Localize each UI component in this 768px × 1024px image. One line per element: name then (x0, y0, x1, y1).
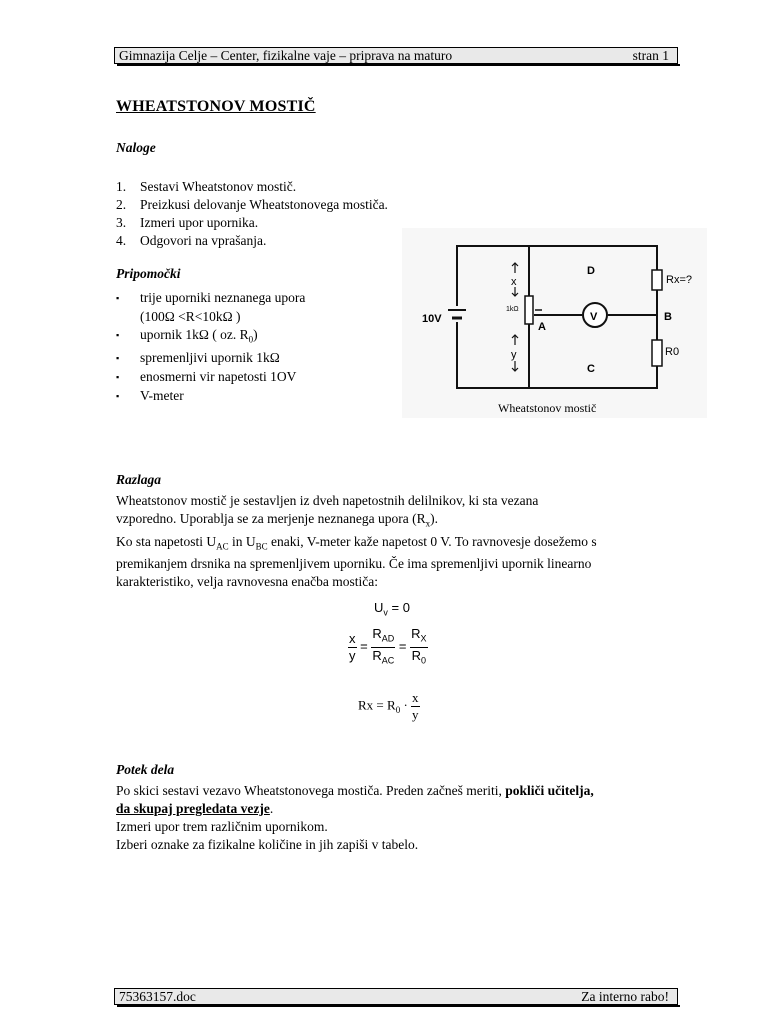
resistor-r0 (652, 340, 662, 366)
list-item: ▪ enosmerni vir napetosti 1OV (116, 369, 297, 385)
list-item: 1. Sestavi Wheatstonov mostič. (116, 179, 297, 194)
equation-rx: $Rx = R_0$ · $\frac{x}{y}$ (358, 690, 419, 722)
page-footer (114, 988, 678, 1005)
list-item: 2. Preizkusi delovanje Wheatstonovega mostiča. (116, 197, 388, 212)
footer-filename: 75363157.doc (119, 988, 196, 1004)
list-item: ▪ spremenljivi upornik 1kΩ (116, 350, 280, 366)
rx-label: Rx=? (666, 274, 692, 286)
header-page-number: stran 1 (632, 47, 669, 63)
razlaga-heading: Razlaga (116, 472, 162, 487)
equation-ratio: $\frac{x}{y}$ = $\frac{R_{AD}}{R_{AC}}$ = $\frac{R_X}{R_0}$ (349, 626, 427, 666)
wheatstone-bridge-diagram (402, 228, 707, 418)
potentiometer-label: 1kΩ (506, 306, 519, 313)
list-item: 3. Izmeri upor upornika. (116, 215, 259, 230)
node-a: A (538, 321, 546, 333)
r0-label: R0 (665, 346, 680, 358)
razlaga-paragraph: Wheatstonov mostič je sestavljen iz dveh napetostnih delilnikov, ki sta vezana vzporedno. Uporablja se za merjenje neznanega upora $(R_x)$. Ko sta napetosti $U_{AC}$ in $U_{BC}$ enaki, V-meter kaže napetost 0 V. To ravnovesje dosežemo s premikanjem drsnika na spremenljivem uporniku. Če ima spremenljivi upornik linearno karakteristiko, velja ravnovesna enačba mostiča: (116, 493, 597, 590)
voltmeter-label: V (590, 311, 598, 323)
x-label: x (511, 276, 517, 288)
equipment-list (116, 289, 305, 405)
list-item: ▪ trije uporniki neznanega upora (116, 290, 306, 305)
diagram-caption: Wheatstonov mostič (498, 401, 597, 415)
pripomocki-heading: Pripomočki (116, 266, 181, 281)
page-header (114, 47, 678, 64)
list-item-continuation: (100Ω <R<10kΩ ) (140, 308, 241, 324)
page-title: WHEATSTONOV MOSTIČ (116, 98, 316, 115)
node-b: B (664, 311, 672, 323)
list-item: ▪ V-meter (116, 387, 184, 403)
list-item: ▪ upornik 1kΩ ( oz. $R_0$) (116, 327, 258, 345)
resistor-rx (652, 270, 662, 290)
node-c: C (587, 363, 595, 375)
node-d: D (587, 265, 595, 277)
potek-paragraph: Po skici sestavi vezavo Wheatstonovega mostiča. Preden začneš meriti, pokliči učitelja, da skupaj pregledata vezje. Izmeri upor trem različnim upornikom. Izberi oznake za fizikalne količine in jih zapiši v tabelo. (116, 783, 594, 852)
header-left: Gimnazija Celje – Center, fizikalne vaje – priprava na maturo (119, 47, 453, 63)
potentiometer (525, 296, 533, 324)
task-list (116, 178, 388, 250)
y-label: y (511, 349, 517, 361)
naloge-heading: Naloge (116, 140, 156, 155)
equation-uv: $U_v = 0$ (374, 600, 410, 618)
source-label: 10V (422, 313, 442, 325)
footer-note: Za interno rabo! (581, 988, 669, 1004)
list-item: 4. Odgovori na vprašanja. (116, 233, 267, 248)
potek-heading: Potek dela (116, 762, 175, 777)
